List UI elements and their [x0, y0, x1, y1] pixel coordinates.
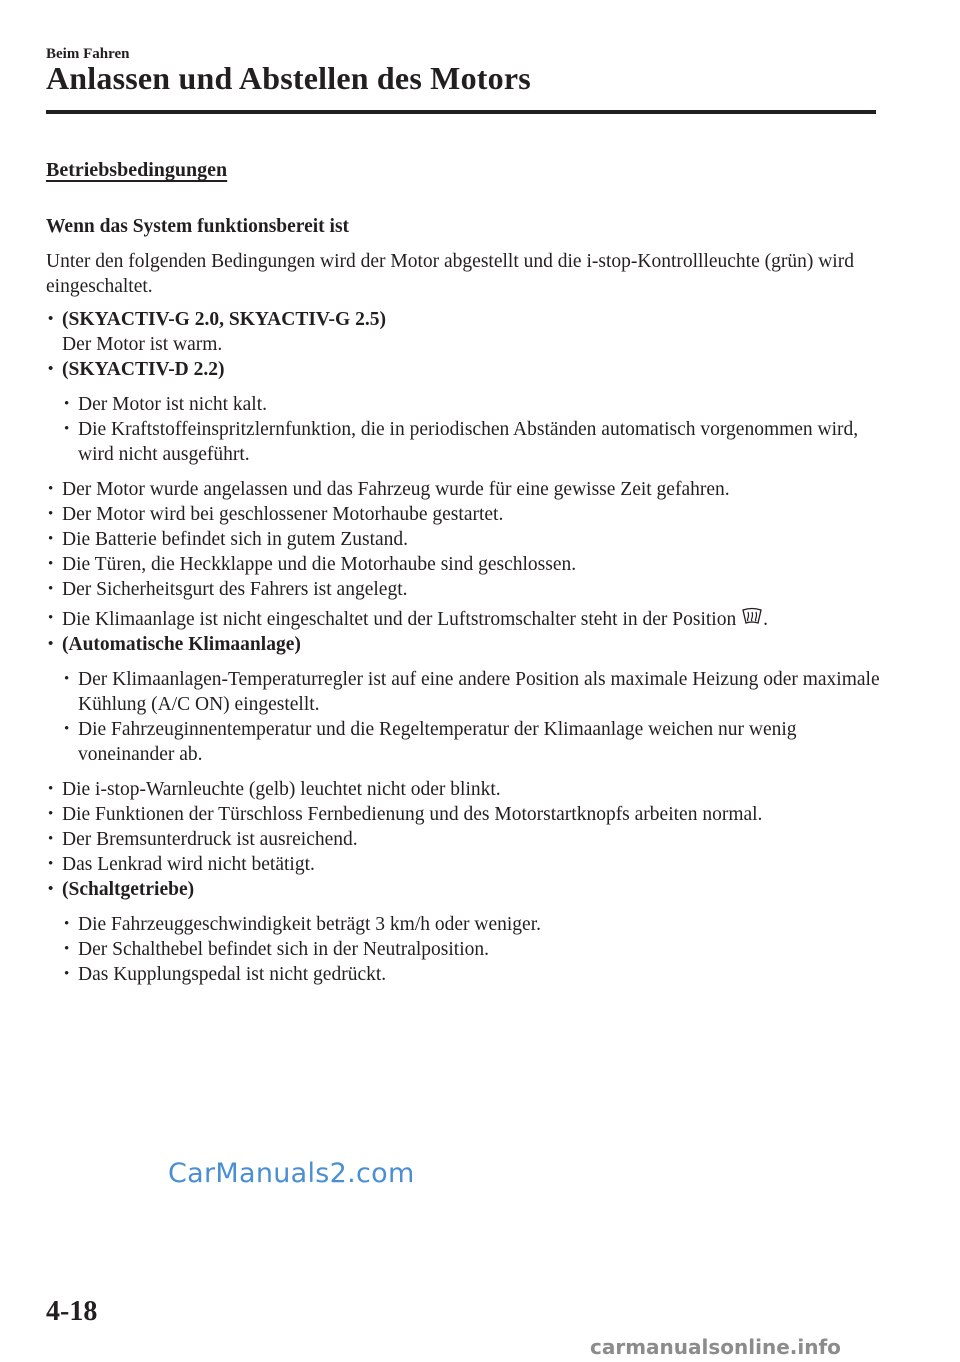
manual-trans-list — [62, 912, 886, 987]
variant-label-g: (SKYACTIV-G 2.0, SKYACTIV-G 2.5) — [62, 309, 386, 330]
list-item — [46, 877, 886, 902]
title-divider — [46, 110, 876, 114]
list-item: • Die Türen, die Heckklappe und die Motorhaube sind geschlossen. — [46, 552, 886, 577]
page-content — [46, 158, 886, 987]
auto-climate-label: (Automatische Klimaanlage) — [62, 634, 301, 655]
watermark-logo: CarManuals2.com — [168, 1158, 415, 1189]
list-item: • Das Kupplungspedal ist nicht gedrückt. — [62, 962, 886, 987]
more-list — [46, 777, 886, 902]
chapter-title: Anlassen und Abstellen des Motors — [46, 60, 531, 96]
list-item: • Das Lenkrad wird nicht betätigt. — [46, 852, 886, 877]
list-item: • Die Kraftstoffeinspritzlernfunktion, die in periodischen Abständen automatisch vorgenommen wird, wird nicht ausgeführt. — [62, 417, 886, 467]
list-item: • Der Motor wird bei geschlossener Motorhaube gestartet. — [46, 502, 886, 527]
footer-watermark: carmanualsonline.info — [590, 1335, 841, 1359]
section-heading: Betriebsbedingungen — [46, 159, 228, 181]
list-item: • Die Fahrzeuginnentemperatur und die Regeltemperatur der Klimaanlage weichen nur wenig voneinander ab. — [62, 717, 886, 767]
list-item: • Der Sicherheitsgurt des Fahrers ist angelegt. — [46, 577, 886, 602]
list-item: • Der Motor wurde angelassen und das Fahrzeug wurde für eine gewisse Zeit gefahren. — [46, 477, 886, 502]
auto-climate-list — [62, 667, 886, 767]
condition-list — [46, 307, 886, 382]
list-item — [46, 357, 886, 382]
subheading: Wenn das System funktionsbereit ist — [46, 216, 350, 237]
list-item: • Die i-stop-Warnleuchte (gelb) leuchtet nicht oder blinkt. — [46, 777, 886, 802]
variant-text-g: Der Motor ist warm. — [62, 334, 223, 355]
list-item: • Die Funktionen der Türschloss Fernbedienung und des Motorstartknopfs arbeiten normal. — [46, 802, 886, 827]
manual-trans-label: (Schaltgetriebe) — [62, 879, 195, 900]
list-item: • Der Bremsunterdruck ist ausreichend. — [46, 827, 886, 852]
list-item: • Die Batterie befindet sich in gutem Zustand. — [46, 527, 886, 552]
list-item: • Der Klimaanlagen-Temperaturregler ist auf eine andere Position als maximale Heizung oder maximale Kühlung (A/C ON) eingestellt. — [62, 667, 886, 717]
aircon-text: Die Klimaanlage ist nicht eingeschaltet und der Luftstromschalter steht in der Position — [62, 609, 737, 630]
page-number: 4-18 — [46, 1296, 98, 1327]
list-item — [46, 632, 886, 657]
general-list — [46, 477, 886, 657]
list-item: • Die Klimaanlage ist nicht eingeschaltet und der Luftstromschalter steht in der Position . — [46, 606, 886, 632]
list-item: • Der Motor ist nicht kalt. — [62, 392, 886, 417]
intro-paragraph: Unter den folgenden Bedingungen wird der Motor abgestellt und die i-stop-Kontrollleuchte (grün) wird eingeschaltet. — [46, 251, 854, 297]
section-label: Beim Fahren — [46, 46, 130, 62]
list-item: • Die Fahrzeuggeschwindigkeit beträgt 3 km/h oder weniger. — [62, 912, 886, 937]
variant-label-d: (SKYACTIV-D 2.2) — [62, 359, 225, 380]
list-item: • Der Schalthebel befindet sich in der Neutralposition. — [62, 937, 886, 962]
d-variant-list — [62, 392, 886, 467]
windshield-defroster-icon — [741, 606, 763, 626]
list-item — [46, 307, 886, 357]
